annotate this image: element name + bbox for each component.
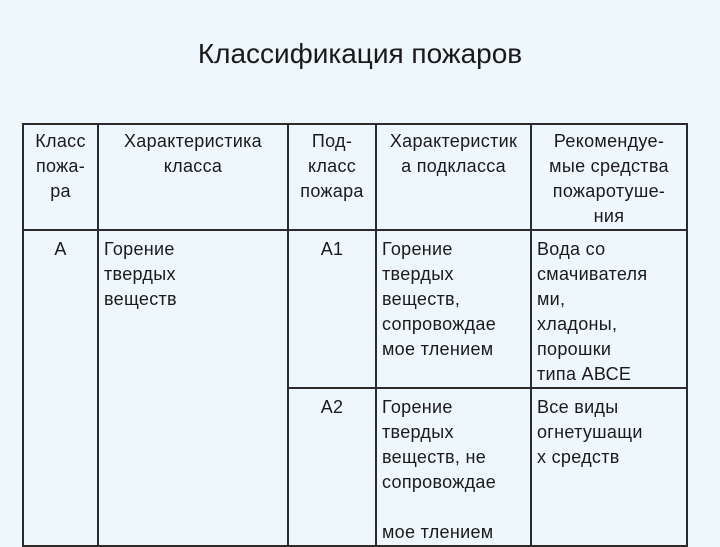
fire-classification-table [22,123,688,547]
page-title: Классификация пожаров [197,38,523,69]
class-cell: А [23,230,98,546]
subclass-a2-means: Все виды огнетушащи х средств [531,388,687,546]
header-class-characteristic-label: Характеристика класса [123,131,262,176]
subclass-a1-description: Горение твердых веществ, сопровождае мое тлением [376,230,531,388]
subclass-a2-code: А2 [288,388,376,546]
header-subclass-label: Под- класс пожара [300,131,364,201]
class-description-cell: Горение твердых веществ [98,230,288,546]
header-class-characteristic [98,124,288,230]
header-extinguishing-means [531,124,687,230]
header-subclass-characteristic [376,124,531,230]
header-extinguishing-means-label: Рекомендуе- мые средства пожаротуше- ния [549,131,669,226]
subclass-a1-means: Вода со смачивателя ми, хладоны, порошки типа АВСЕ [531,230,687,388]
table-header-row [23,124,687,230]
header-class [23,124,98,230]
subclass-a2-description: Горение твердых веществ, не сопровождае мое тлением [376,388,531,546]
header-subclass [288,124,376,230]
subclass-a1-code: А1 [288,230,376,388]
header-subclass-characteristic-label: Характеристик а подкласса [389,131,518,176]
header-class-label: Класс пожа- ра [35,131,86,201]
table-row [23,230,687,388]
